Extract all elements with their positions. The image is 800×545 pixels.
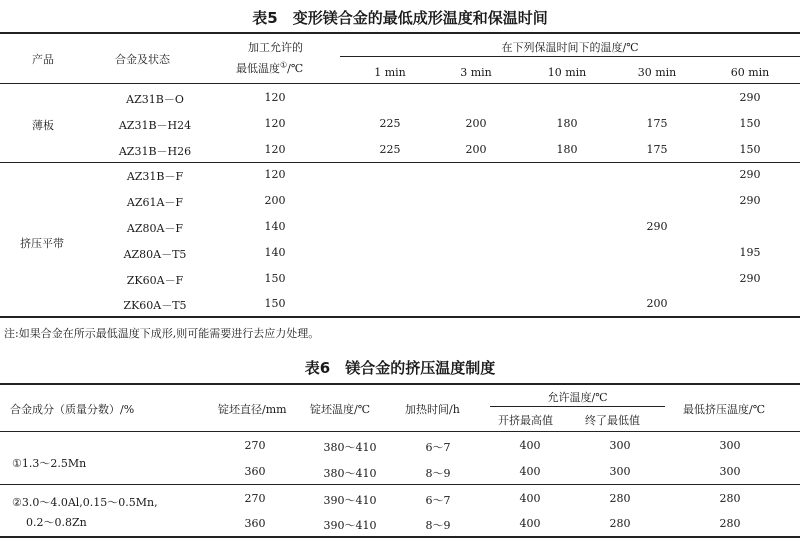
t5-temp-60: 290 xyxy=(739,168,761,181)
t5-min-temp: 150 xyxy=(264,272,286,285)
t6-min-extrude: 280 xyxy=(719,517,741,530)
t6-ingot-temp: 390～410 xyxy=(323,519,377,532)
table5-top-rule xyxy=(0,32,800,34)
t6-heat-time: 6～7 xyxy=(425,494,451,507)
t5-temp-3: 200 xyxy=(465,117,487,130)
t5-time-3min: 3 min xyxy=(460,66,492,79)
t6-min-extrude: 280 xyxy=(719,492,741,505)
t5-alloy: AZ80A－F xyxy=(126,222,184,235)
t6-composition-2-line1: ②3.0～4.0Al,0.15～0.5Mn, xyxy=(12,496,158,509)
t6-end-min: 300 xyxy=(609,465,631,478)
t5-min-temp: 200 xyxy=(264,194,286,207)
t5-temp-60: 150 xyxy=(739,143,761,156)
t6-end-min: 300 xyxy=(609,439,631,452)
t5-alloy: ZK60A－F xyxy=(126,274,184,287)
t6-diameter: 270 xyxy=(244,492,266,505)
t6-header-allowed-group: 允许温度/℃ xyxy=(547,391,608,404)
t5-header-product: 产品 xyxy=(32,53,54,66)
table5-footnote: 注:如果合金在所示最低温度下成形,则可能需要进行去应力处理。 xyxy=(4,327,320,340)
t5-min-temp: 140 xyxy=(264,246,286,259)
t5-header-footnote-mark: ① xyxy=(280,60,288,70)
t5-min-temp: 120 xyxy=(264,143,286,156)
t5-alloy: AZ80A－T5 xyxy=(123,248,187,261)
t6-end-min: 280 xyxy=(609,517,631,530)
t5-header-subrule xyxy=(340,56,800,57)
t5-header-bottom-rule xyxy=(0,83,800,84)
t6-ingot-temp: 390～410 xyxy=(323,494,377,507)
t6-heat-time: 6～7 xyxy=(425,441,451,454)
t5-time-10min: 10 min xyxy=(547,66,587,79)
t6-composition-2-line2: 0.2～0.8Zn xyxy=(26,516,87,529)
t5-temp-30: 290 xyxy=(646,220,668,233)
t6-header-ingot-temp: 锭坯温度/℃ xyxy=(310,403,371,416)
table6-title: 表6 镁合金的挤压温度制度 xyxy=(304,359,496,377)
t5-min-temp: 140 xyxy=(264,220,286,233)
t5-header-alloy: 合金及状态 xyxy=(115,53,170,66)
t5-temp-60: 290 xyxy=(739,194,761,207)
t6-header-heat-time: 加热时间/h xyxy=(405,403,460,416)
t6-header-start-max: 开挤最高值 xyxy=(498,414,553,427)
t5-time-60min: 60 min xyxy=(730,66,770,79)
t6-ingot-temp: 380～410 xyxy=(323,467,377,480)
t5-alloy: AZ31B－O xyxy=(126,93,184,106)
t5-temp-1: 225 xyxy=(379,117,401,130)
t5-alloy: AZ61A－F xyxy=(126,196,184,209)
t6-composition-1: ①1.3～2.5Mn xyxy=(12,457,87,470)
t6-header-diameter: 锭坯直径/mm xyxy=(218,403,287,416)
t5-header-min-temp-line2: 最低温度①/℃ xyxy=(236,60,304,75)
t6-start-max: 400 xyxy=(519,492,541,505)
t5-temp-60: 290 xyxy=(739,272,761,285)
t5-header-min-temp-line1: 加工允许的 xyxy=(248,41,303,54)
t6-header-bottom-rule xyxy=(0,431,800,432)
t6-start-max: 400 xyxy=(519,465,541,478)
t5-temp-10: 180 xyxy=(556,143,578,156)
t5-product-extruded-strip: 挤压平带 xyxy=(20,237,64,250)
t5-time-1min: 1 min xyxy=(374,66,406,79)
t5-time-30min: 30 min xyxy=(637,66,677,79)
t5-min-temp: 120 xyxy=(264,117,286,130)
t6-diameter: 360 xyxy=(244,517,266,530)
t6-heat-time: 8～9 xyxy=(425,467,451,480)
t6-start-max: 400 xyxy=(519,439,541,452)
t6-group-divider xyxy=(0,484,800,485)
t5-temp-60: 150 xyxy=(739,117,761,130)
table6-top-rule xyxy=(0,383,800,385)
table5-bottom-rule xyxy=(0,316,800,318)
t5-product-sheet: 薄板 xyxy=(32,119,54,132)
t6-header-end-min: 终了最低值 xyxy=(585,414,640,427)
t6-start-max: 400 xyxy=(519,517,541,530)
t6-header-subrule xyxy=(490,406,665,407)
t5-alloy: AZ31B－F xyxy=(126,170,184,183)
t6-min-extrude: 300 xyxy=(719,465,741,478)
t6-min-extrude: 300 xyxy=(719,439,741,452)
t5-temp-30: 175 xyxy=(646,117,668,130)
t5-temp-1: 225 xyxy=(379,143,401,156)
t5-min-temp: 120 xyxy=(264,168,286,181)
t6-header-min-extrude: 最低挤压温度/℃ xyxy=(683,403,766,416)
table5-title: 表5 变形镁合金的最低成形温度和保温时间 xyxy=(252,9,548,27)
t5-temp-10: 180 xyxy=(556,117,578,130)
t5-alloy: AZ31B－H24 xyxy=(118,119,192,132)
t5-temp-3: 200 xyxy=(465,143,487,156)
t6-end-min: 280 xyxy=(609,492,631,505)
t5-temp-30: 175 xyxy=(646,143,668,156)
t6-heat-time: 8～9 xyxy=(425,519,451,532)
t6-diameter: 270 xyxy=(244,439,266,452)
t5-temp-30: 200 xyxy=(646,297,668,310)
t5-min-temp: 120 xyxy=(264,91,286,104)
t6-header-composition: 合金成分（质量分数）/% xyxy=(10,403,135,416)
t6-diameter: 360 xyxy=(244,465,266,478)
t5-alloy: ZK60A－T5 xyxy=(123,299,187,312)
t5-group-divider xyxy=(0,162,800,163)
t6-ingot-temp: 380～410 xyxy=(323,441,377,454)
t5-temp-60: 290 xyxy=(739,91,761,104)
t5-min-temp: 150 xyxy=(264,297,286,310)
t5-temp-60: 195 xyxy=(739,246,761,259)
t5-header-hold-group: 在下列保温时间下的温度/℃ xyxy=(501,41,639,54)
table6-bottom-rule xyxy=(0,536,800,538)
t5-alloy: AZ31B－H26 xyxy=(118,145,192,158)
